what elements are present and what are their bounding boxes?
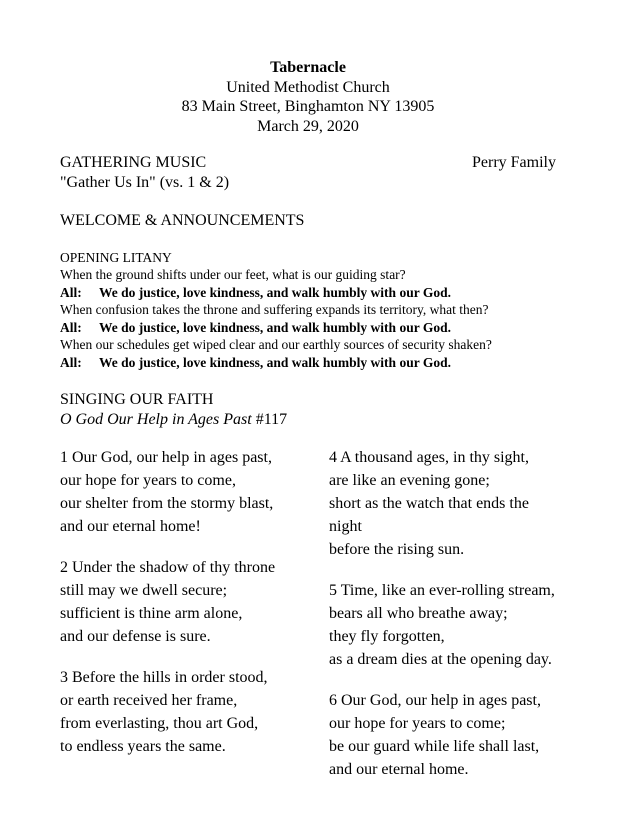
- hymn-verse-line: and our eternal home.: [329, 761, 469, 778]
- hymn-verse-line: from everlasting, thou art God,: [60, 715, 259, 732]
- hymn-verse-line: bears all who breathe away;: [329, 605, 508, 622]
- hymn-verse-line: or earth received her frame,: [60, 692, 238, 709]
- hymn-verse: [60, 666, 329, 758]
- litany-response-line: [60, 319, 556, 337]
- hymn-verse-line: as a dream dies at the opening day.: [329, 651, 552, 668]
- litany-response-line: [60, 284, 556, 302]
- litany-response-text: We do justice, love kindness, and walk humbly with our God.: [99, 319, 451, 335]
- opening-litany-heading: OPENING LITANY: [60, 249, 172, 265]
- hymn-verse: [329, 689, 556, 781]
- litany-speaker-label: All:: [60, 319, 82, 335]
- hymn-verse-line: still may we dwell secure;: [60, 582, 228, 599]
- hymn-verse-line: 6 Our God, our help in ages past,: [329, 692, 541, 709]
- church-org: United Methodist Church: [226, 78, 390, 96]
- church-address: 83 Main Street, Binghamton NY 13905: [181, 98, 435, 115]
- hymn-verse-line: 2 Under the shadow of thy throne: [60, 559, 276, 576]
- hymn-verse-line: they fly forgotten,: [329, 628, 445, 645]
- litany-speaker-label: All:: [60, 354, 82, 370]
- opening-litany-section: [60, 249, 556, 372]
- litany-leader-line: When confusion takes the throne and suffering expands its territory, what then?: [60, 302, 489, 317]
- hymn-verse: [329, 446, 556, 561]
- gathering-music-section: [60, 153, 556, 192]
- hymn-verse: [60, 556, 329, 648]
- hymn-verse-line: and our eternal home!: [60, 518, 201, 535]
- singing-our-faith-heading: SINGING OUR FAITH: [60, 391, 214, 408]
- service-date: March 29, 2020: [257, 117, 359, 135]
- hymn-column-left: [60, 446, 329, 799]
- gathering-music-row: [60, 153, 556, 173]
- hymn-verses-grid: [60, 446, 556, 799]
- litany-response-text: We do justice, love kindness, and walk humbly with our God.: [99, 354, 451, 370]
- hymn-verse: [60, 446, 329, 538]
- hymn-number: #117: [255, 410, 288, 428]
- hymn-verse-line: 1 Our God, our help in ages past,: [60, 449, 272, 466]
- gathering-music-heading: GATHERING MUSIC: [60, 154, 207, 171]
- litany-response-text: We do justice, love kindness, and walk humbly with our God.: [99, 284, 451, 300]
- hymn-verse-line: sufficient is thine arm alone,: [60, 605, 243, 622]
- hymn-verse: [329, 579, 556, 671]
- document-header: [60, 58, 556, 136]
- singing-our-faith-section: [60, 390, 556, 429]
- litany-response-line: [60, 354, 556, 372]
- welcome-section: [60, 211, 556, 231]
- church-name: Tabernacle: [270, 59, 346, 76]
- litany-leader-line: When the ground shifts under our feet, what is our guiding star?: [60, 267, 406, 282]
- hymn-title: O God Our Help in Ages Past: [60, 410, 252, 428]
- gathering-music-song: "Gather Us In" (vs. 1 & 2): [60, 173, 230, 191]
- welcome-heading: WELCOME & ANNOUNCEMENTS: [60, 212, 305, 229]
- hymn-column-right: [329, 446, 556, 799]
- hymn-verse-line: our hope for years to come;: [329, 715, 506, 732]
- hymn-verse-line: before the rising sun.: [329, 541, 465, 558]
- hymn-title-line: [60, 410, 556, 430]
- gathering-music-performer: Perry Family: [472, 154, 556, 171]
- hymn-verse-line: 3 Before the hills in order stood,: [60, 669, 268, 686]
- hymn-verse-line: our shelter from the stormy blast,: [60, 495, 274, 512]
- hymn-verse-line: be our guard while life shall last,: [329, 738, 540, 755]
- hymn-verse-line: our hope for years to come,: [60, 472, 236, 489]
- hymn-verse-line: 4 A thousand ages, in thy sight,: [329, 449, 529, 466]
- hymn-verse-line: to endless years the same.: [60, 738, 226, 755]
- litany-lines: [60, 266, 556, 371]
- hymn-verse-line: and our defense is sure.: [60, 628, 211, 645]
- litany-leader-line: When our schedules get wiped clear and our earthly sources of security shaken?: [60, 337, 492, 352]
- hymn-verse-line: 5 Time, like an ever-rolling stream,: [329, 582, 555, 599]
- hymn-verse-line: short as the watch that ends the night: [329, 495, 529, 535]
- hymn-verse-line: are like an evening gone;: [329, 472, 490, 489]
- litany-speaker-label: All:: [60, 284, 82, 300]
